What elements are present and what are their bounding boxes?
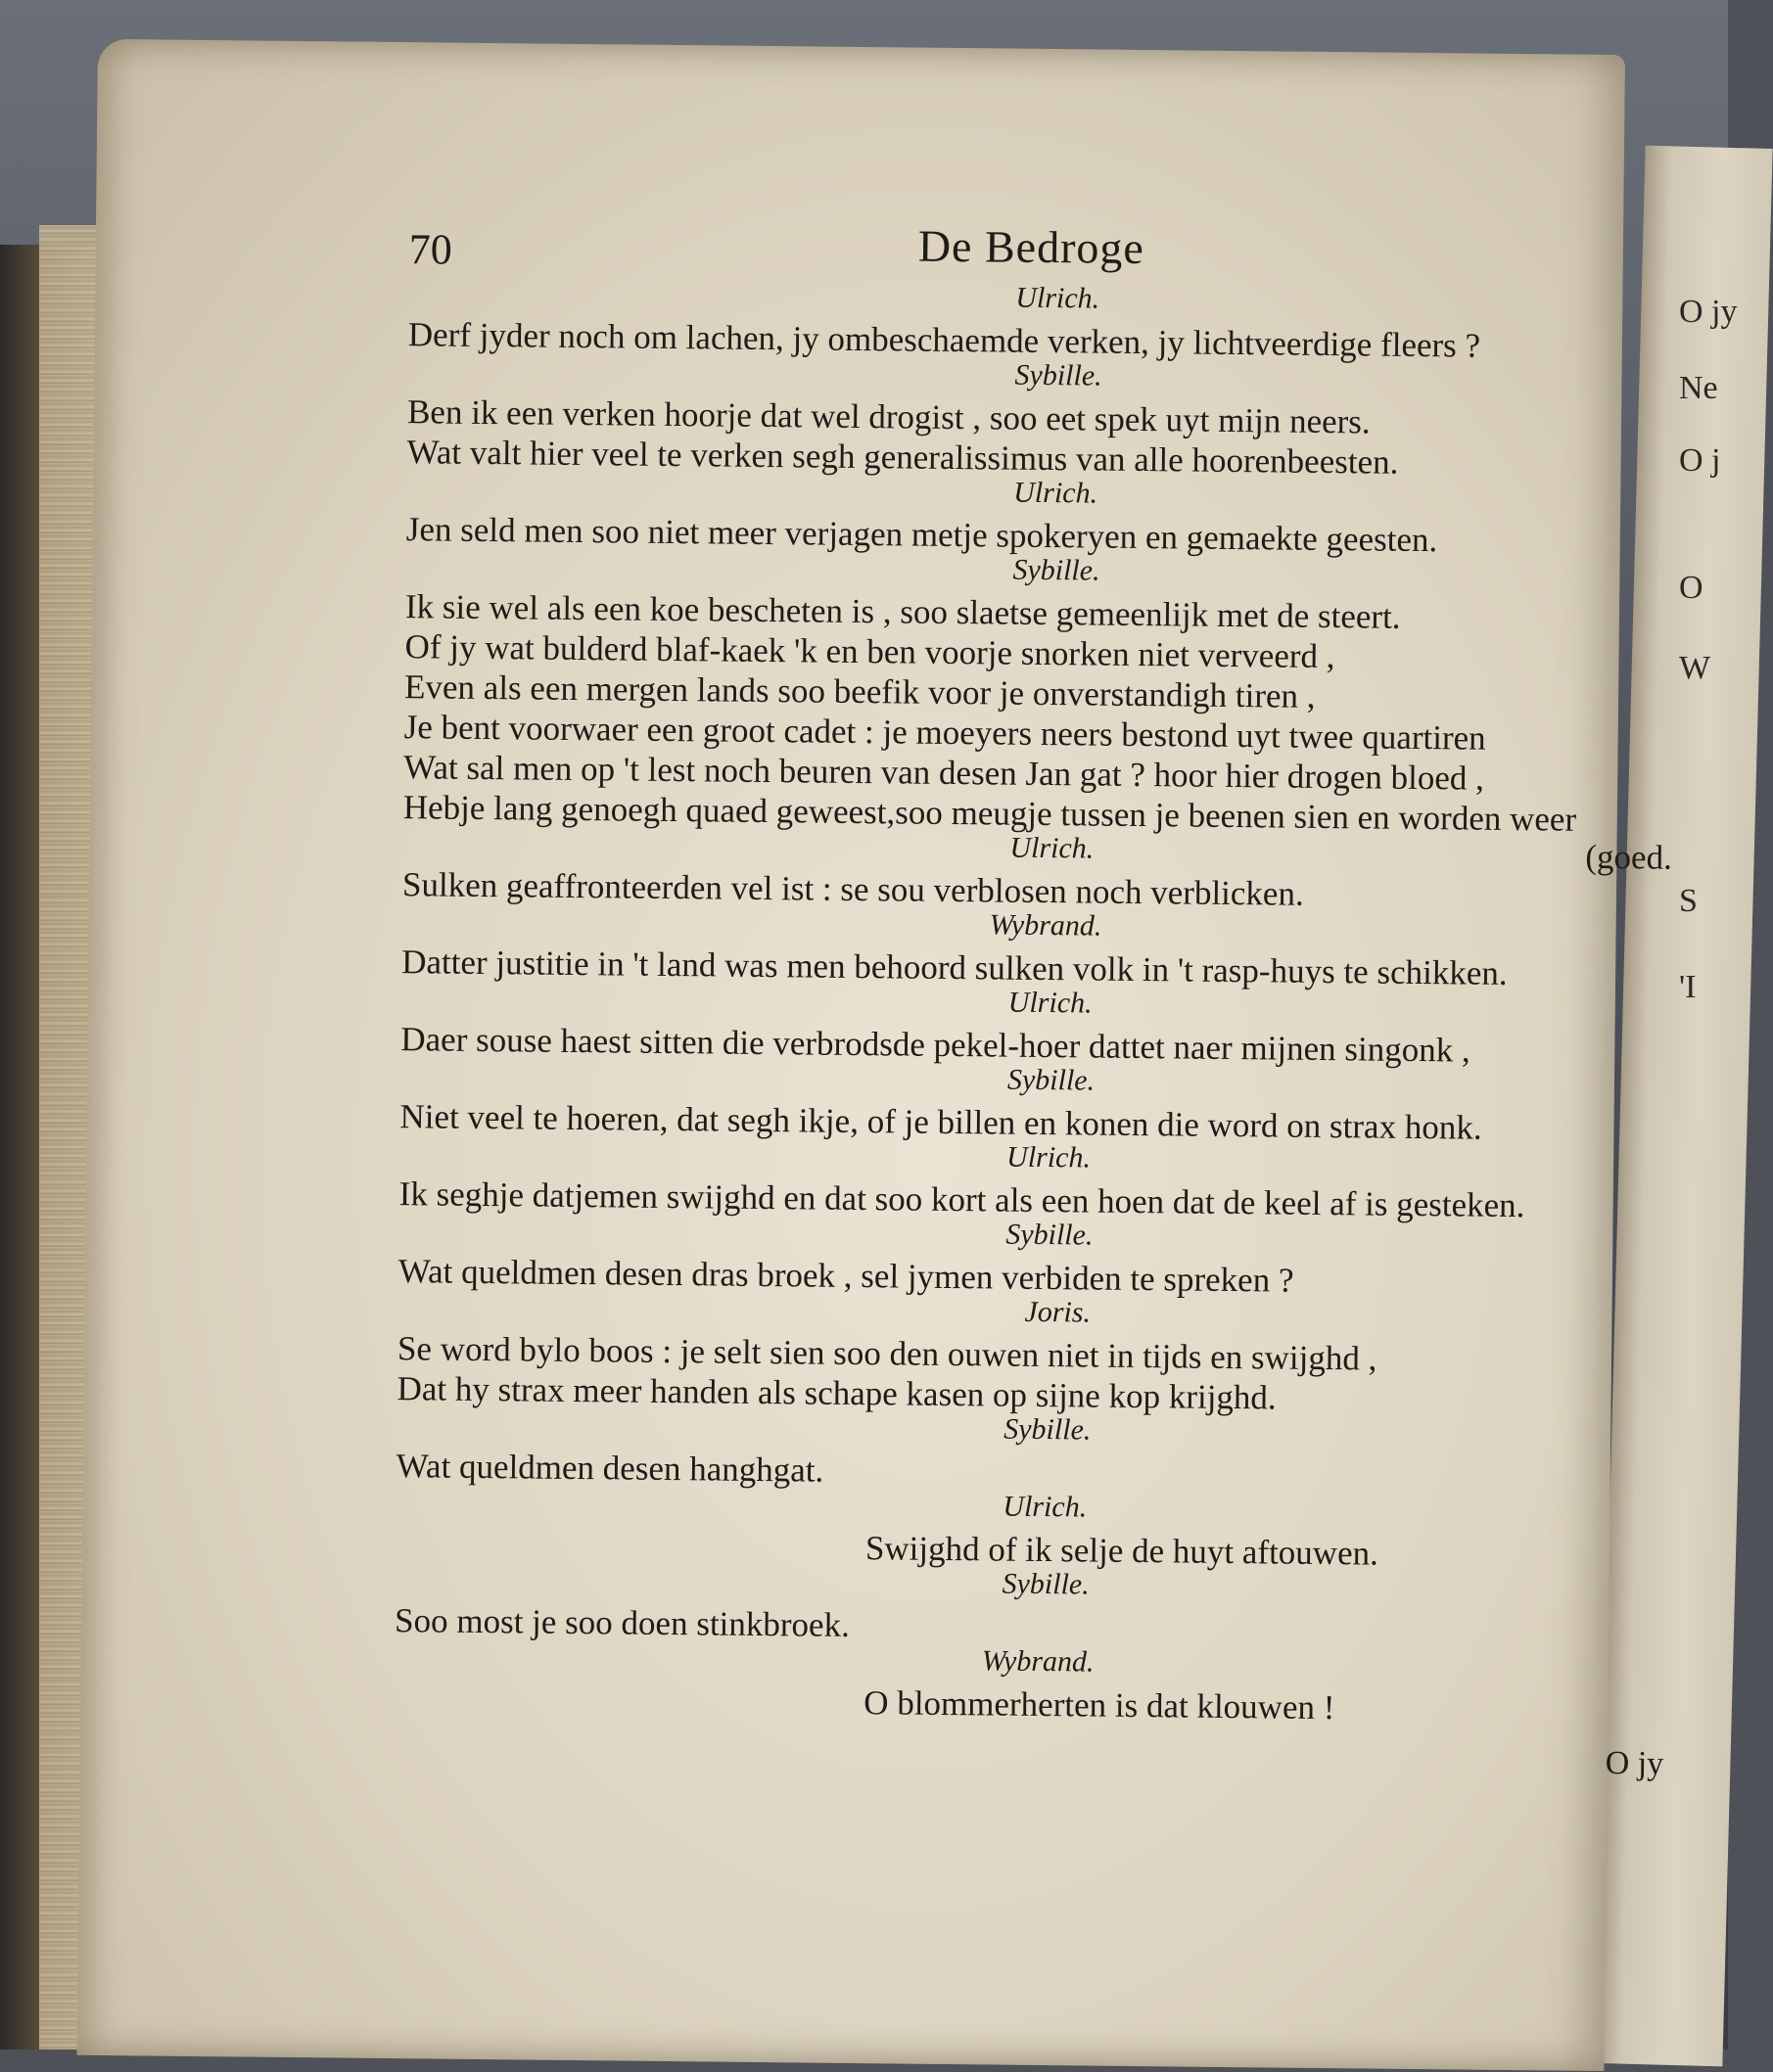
verse-line: Ik seghje datjemen swijghd en dat soo kort als een hoen dat de keel af is gesteken. <box>398 1174 1525 1225</box>
facing-page-fragment: O <box>1679 570 1703 606</box>
verse-line: Sulken geaffronteerden vel ist : se sou verblosen noch verblicken. <box>401 865 1304 913</box>
verse-line: Hebje lang genoegh quaed geweest,soo meugje tussen je beenen sien en worden weer <box>402 788 1577 839</box>
facing-page-fragment: S <box>1679 883 1698 919</box>
speaker-name: Sybille. <box>1014 358 1102 392</box>
speaker-name: Ulrich. <box>1009 831 1095 865</box>
verse-line: Of jy wat bulderd blaf-kaek 'k en ben voorje snorken niet verveerd , <box>404 627 1335 676</box>
verse-line: Swijghd of ik selje de huyt aftouwen. <box>864 1529 1379 1573</box>
verse-line: Jen seld men soo niet meer verjagen metje spokeryen en gemaekte geesten. <box>405 510 1438 560</box>
speaker-name: Ulrich. <box>1003 1490 1088 1524</box>
speaker-name: Ulrich. <box>1015 281 1100 315</box>
catchword: O jy <box>1605 1745 1664 1782</box>
facing-page-fragment: W <box>1679 650 1711 686</box>
facing-page-fragment: O jy <box>1679 294 1738 330</box>
verse-line: Je bent voorwaer een groot cadet : je moeyers neers bestond uyt twee quartiren <box>403 708 1486 758</box>
verse-line: Dat hy strax meer handen als schape kasen op sijne kop krijghd. <box>397 1369 1277 1417</box>
verse-line: Even als een mergen lands soo beefik voor je onverstandigh tiren , <box>403 668 1316 715</box>
verse-line: Derf jyder noch om lachen, jy ombeschaemde verken, jy lichtveerdige fleers ? <box>407 315 1481 365</box>
turnover-word: (goed. <box>1585 837 1673 877</box>
verse-line: Wat sal men op 't lest noch beuren van desen Jan gat ? hoor hier drogen bloed , <box>403 748 1485 798</box>
verse-line: Wat valt hier veel te verken segh generalissimus van alle hoorenbeesten. <box>406 433 1399 482</box>
page-text <box>394 218 1702 1782</box>
verse-line: Daer souse haest sitten die verbrodsde pekel-hoer dattet naer mijnen singonk , <box>400 1020 1470 1070</box>
speaker-name: Ulrich. <box>1007 986 1093 1020</box>
speaker-name: Sybille. <box>1006 1063 1096 1097</box>
verse-line: O blommerherten is dat klouwen ! <box>863 1683 1335 1727</box>
speaker-name: Joris. <box>1024 1295 1092 1329</box>
speaker-name: Ulrich. <box>1005 1140 1092 1174</box>
book-page <box>76 39 1673 2071</box>
verse-line: Se word bylo boos : je selt sien soo den ouwen niet in tijds en swijghd , <box>397 1329 1377 1378</box>
verse-line: Wat queldmen desen dras broek , sel jymen verbiden te spreken ? <box>397 1252 1294 1300</box>
speaker-name: Ulrich. <box>1013 476 1098 510</box>
facing-page-fragment: O j <box>1679 442 1721 479</box>
speaker-name: Sybille. <box>1002 1567 1090 1601</box>
speaker-name: Wybrand. <box>989 908 1102 943</box>
verse-line: Niet veel te hoeren, dat segh ikje, of je billen en konen die word on strax honk. <box>399 1097 1482 1147</box>
verse-line: Datter justitie in 't land was men behoord sulken volk in 't rasp-huys te schikken. <box>400 943 1508 992</box>
page-number: 70 <box>408 225 453 274</box>
speaker-name: Wybrand. <box>981 1644 1095 1679</box>
speaker-name: Sybille. <box>1005 1218 1094 1252</box>
facing-page-fragment: 'I <box>1679 969 1697 1005</box>
verse-line: Ben ik een verken hoorje dat wel drogist , soo eet spek uyt mijn neers. <box>406 392 1371 441</box>
verse-line: Wat queldmen desen hanghgat. <box>396 1447 824 1490</box>
speaker-name: Sybille. <box>1003 1412 1092 1447</box>
facing-page-fragment: Ne <box>1679 370 1718 406</box>
speaker-name: Sybille. <box>1012 553 1100 587</box>
verse-line: Soo most je soo doen stinkbroek. <box>394 1601 851 1644</box>
verse-line: Ik sie wel als een koe bescheten is , soo slaetse gemeenlijk met de steert. <box>404 587 1401 636</box>
running-head: De Bedroge <box>917 220 1145 274</box>
